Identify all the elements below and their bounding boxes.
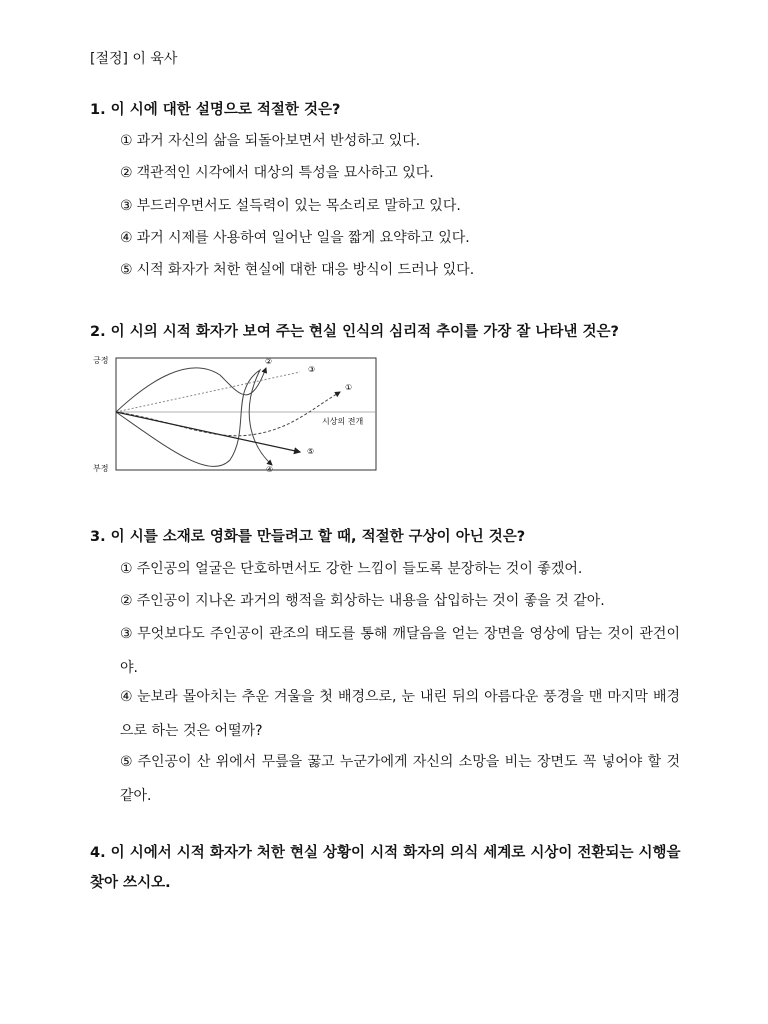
question-3-title: 3. 이 시를 소재로 영화를 만들려고 할 때, 적절한 구상이 아닌 것은?	[90, 529, 526, 545]
question-1-title: 1. 이 시에 대한 설명으로 적절한 것은?	[90, 102, 341, 118]
page-header: [절정] 이 육사	[90, 51, 178, 67]
graph-frame	[116, 358, 376, 470]
q1-option-5: ⑤ 시적 화자가 처한 현실에 대한 대응 방식이 드러나 있다.	[120, 262, 475, 278]
curve-label-5: ⑤	[307, 447, 315, 456]
curve-4	[116, 370, 272, 466]
q1-option-2: ② 객관적인 시각에서 대상의 특성을 묘사하고 있다.	[120, 165, 434, 181]
q3-option-2: ② 주인공이 지나온 과거의 행적을 회상하는 내용을 삽입하는 것이 좋을 것 같아.	[120, 593, 605, 609]
curve-1	[116, 392, 340, 436]
curve-label-2: ②	[265, 357, 273, 366]
curve-2	[116, 368, 266, 412]
y-bottom-label: 부정	[93, 464, 109, 473]
curve-3	[116, 372, 300, 412]
curve-label-1: ①	[345, 383, 353, 392]
q1-option-4: ④ 과거 시제를 사용하여 일어난 일을 짧게 요약하고 있다.	[120, 230, 470, 246]
q3-option-3: ③ 무엇보다도 주인공이 관조의 태도를 통해 깨달음을 얻는 장면을 영상에 담는 것이 관건이야.	[120, 626, 680, 676]
trend-graph	[90, 350, 390, 475]
q1-option-1: ① 과거 자신의 삶을 되돌아보면서 반성하고 있다.	[120, 133, 421, 149]
curve-label-3: ③	[308, 365, 316, 374]
y-top-label: 긍정	[93, 356, 109, 365]
question-4-title: 4. 이 시에서 시적 화자가 처한 현실 상황이 시적 화자의 의식 세계로 시상이 전환되는 시행을 찾아 쓰시오.	[90, 845, 681, 891]
q3-option-5: ⑤ 주인공이 산 위에서 무릎을 꿇고 누군가에게 자신의 소망을 비는 장면도 꼭 넣어야 할 것 같아.	[120, 754, 680, 804]
curve-label-4: ④	[266, 465, 274, 474]
q3-option-1: ① 주인공의 얼굴은 단호하면서도 강한 느낌이 들도록 분장하는 것이 좋겠어.	[120, 561, 583, 577]
question-2-title: 2. 이 시의 시적 화자가 보여 주는 현실 인식의 심리적 추이를 가장 잘 나타낸 것은?	[90, 324, 619, 340]
q1-option-3: ③ 부드러우면서도 설득력이 있는 목소리로 말하고 있다.	[120, 198, 461, 214]
q3-option-4: ④ 눈보라 몰아치는 추운 겨울을 첫 배경으로, 눈 내린 뒤의 아름다운 풍경을 맨 마지막 배경으로 하는 것은 어떨까?	[120, 689, 680, 739]
x-axis-label: 시상의 전개	[322, 417, 364, 426]
curve-5	[116, 412, 300, 452]
